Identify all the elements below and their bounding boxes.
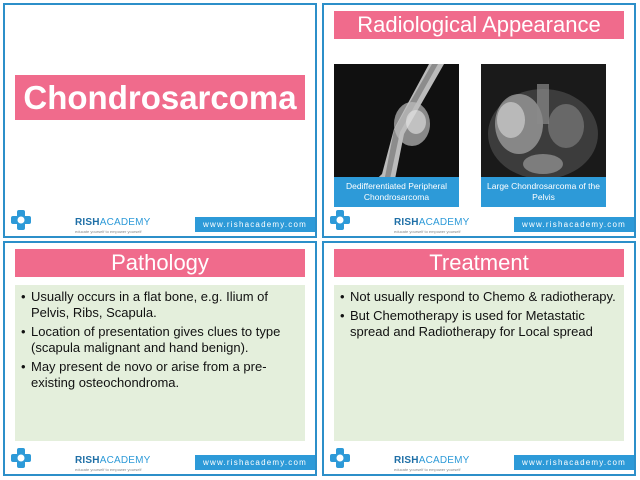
brand-tagline: educate yourself to empower yourself <box>75 467 142 472</box>
academy-logo-icon <box>9 446 33 470</box>
brand-tagline: educate yourself to empower yourself <box>75 229 142 234</box>
footer-url: www.rishacademy.com <box>514 455 634 470</box>
pathology-textbox <box>15 285 305 441</box>
slide-footer <box>324 209 634 236</box>
pathology-bullet: • May present de novo or arise from a pre-existing osteochondroma. <box>31 359 299 391</box>
footer-url: www.rishacademy.com <box>514 217 634 232</box>
xray-pelvis-image <box>481 64 606 191</box>
footer-url: www.rishacademy.com <box>195 455 315 470</box>
academy-logo-icon <box>328 208 352 232</box>
academy-logo-icon <box>328 446 352 470</box>
treatment-bullet: • But Chemotherapy is used for Metastatic spread and Radiotherapy for Local spread <box>350 308 618 340</box>
slide-title: Chondrosarcoma <box>15 75 305 120</box>
brand-name: RISHACADEMY <box>394 217 470 228</box>
xray-femur-image <box>334 64 459 191</box>
radiology-slide <box>322 3 636 238</box>
xray-caption-right: Large Chondrosarcoma of the Pelvis <box>481 177 606 207</box>
slide-heading: Radiological Appearance <box>334 11 624 39</box>
slide-heading: Treatment <box>334 249 624 277</box>
pathology-bullet: • Usually occurs in a flat bone, e.g. Ilium of Pelvis, Ribs, Scapula. <box>31 289 299 321</box>
xray-caption-left: Dedifferentiated Peripheral Chondrosarcoma <box>334 177 459 207</box>
slide-heading: Pathology <box>15 249 305 277</box>
brand-tagline: educate yourself to empower yourself <box>394 229 461 234</box>
brand-name: RISHACADEMY <box>75 217 151 228</box>
treatment-slide <box>322 241 636 476</box>
pathology-slide <box>3 241 317 476</box>
brand-name: RISHACADEMY <box>75 455 151 466</box>
slide-footer <box>5 447 315 474</box>
slide-footer <box>324 447 634 474</box>
brand-tagline: educate yourself to empower yourself <box>394 467 461 472</box>
treatment-textbox <box>334 285 624 441</box>
title-slide <box>3 3 317 238</box>
pathology-bullet: • Location of presentation gives clues to type (scapula malignant and hand benign). <box>31 324 299 356</box>
slide-footer <box>5 209 315 236</box>
academy-logo-icon <box>9 208 33 232</box>
brand-name: RISHACADEMY <box>394 455 470 466</box>
footer-url: www.rishacademy.com <box>195 217 315 232</box>
treatment-bullet: • Not usually respond to Chemo & radiotherapy. <box>350 289 618 305</box>
